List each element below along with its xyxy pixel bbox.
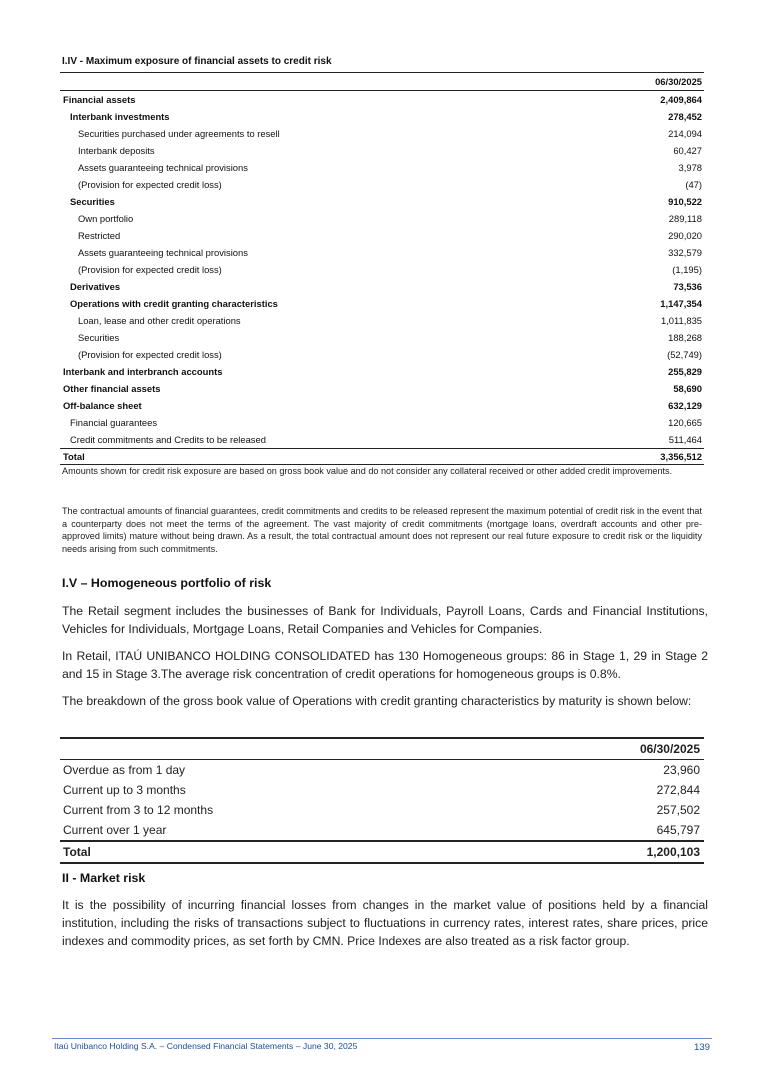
row-value: 272,844: [656, 783, 700, 797]
row-label: Securities purchased under agreements to resell: [78, 128, 280, 139]
table-row: [60, 227, 704, 244]
row-label: Overdue as from 1 day: [63, 763, 186, 777]
exposure-table-title: I.IV - Maximum exposure of financial assets to credit risk: [62, 56, 332, 67]
row-value: 910,522: [668, 196, 702, 207]
row-value: (1,195): [672, 264, 702, 275]
table-row: [60, 760, 704, 781]
row-value: 60,427: [673, 145, 702, 156]
row-label: Current over 1 year: [63, 823, 167, 837]
row-label: Derivatives: [70, 281, 121, 292]
exposure-note-2: The contractual amounts of financial guarantees, credit commitments and credits to be released represent the maximum potential of credit risk in the event that a counterparty does not meet the terms of the agreement. The vast majority of credit commitments (mortgage loans, overdraft accounts and other pre-approved limits) mature without being drawn. As a result, the total contractual amount does not represent our real future exposure to credit risk or the liquidity needs arising from such commitments.: [62, 506, 702, 554]
maturity-intro-paragraph: The breakdown of the gross book value of Operations with credit granting characteristics by maturity is shown below:: [62, 694, 692, 708]
table-row: [60, 159, 704, 176]
row-value: 1,147,354: [660, 298, 702, 309]
row-label: Restricted: [78, 230, 121, 241]
row-value: 332,579: [668, 247, 702, 258]
table-row: [60, 108, 704, 125]
row-label: Financial assets: [63, 94, 136, 105]
table-row: [60, 295, 704, 312]
table-row: [60, 329, 704, 346]
row-value: 73,536: [673, 281, 702, 292]
table-total-row: [60, 841, 704, 863]
row-value: 632,129: [668, 400, 702, 411]
table-row: [60, 380, 704, 397]
table-row: [60, 820, 704, 841]
table-row: [60, 397, 704, 414]
row-value: 2,409,864: [660, 94, 702, 105]
row-label: Current from 3 to 12 months: [63, 803, 214, 817]
market-risk-heading: II - Market risk: [62, 871, 146, 885]
table-row: [60, 414, 704, 431]
exposure-note-1: Amounts shown for credit risk exposure are based on gross book value and do not consider any collateral received or other added credit improvements.: [62, 466, 673, 476]
row-value: 214,094: [668, 128, 702, 139]
row-value: 278,452: [668, 111, 702, 122]
footer-text: Itaú Unibanco Holding S.A. – Condensed Financial Statements – June 30, 2025: [54, 1041, 358, 1051]
table-row: [60, 210, 704, 227]
market-risk-paragraph: It is the possibility of incurring financial losses from changes in the market value of positions held by a financial institution, including the risks of transactions subject to fluctuations in currency rates, interest rates, share prices, price indexes and commodity prices, as set forth by CMN. Price Indexes are also treated as a risk factor group.: [62, 898, 708, 948]
row-label: Other financial assets: [63, 383, 161, 394]
page-number: 139: [693, 1042, 710, 1053]
table-row: [60, 244, 704, 261]
credit-exposure-table: [60, 72, 704, 465]
homogeneous-portfolio-heading: I.V – Homogeneous portfolio of risk: [62, 576, 272, 590]
maturity-table: [60, 737, 704, 864]
table-row: [60, 800, 704, 820]
total-label: Total: [60, 449, 587, 465]
row-label: Assets guaranteeing technical provisions: [78, 162, 248, 173]
table-header-row: [60, 738, 704, 760]
row-label: Operations with credit granting characteristics: [70, 298, 278, 309]
row-value: 255,829: [668, 366, 702, 377]
row-label: Interbank investments: [70, 111, 170, 122]
table-row: [60, 780, 704, 800]
row-label: Interbank and interbranch accounts: [63, 366, 223, 377]
table-row: [60, 431, 704, 449]
table-row: [60, 278, 704, 295]
row-value: 257,502: [656, 803, 700, 817]
table-row: [60, 125, 704, 142]
row-label: Credit commitments and Credits to be released: [70, 434, 266, 445]
row-value: (47): [685, 179, 702, 190]
row-value: 290,020: [668, 230, 702, 241]
row-label: Securities: [78, 332, 120, 343]
row-value: 645,797: [656, 823, 700, 837]
footer-rule: [52, 1038, 712, 1039]
row-label: Interbank deposits: [78, 145, 155, 156]
row-value: 3,978: [678, 162, 702, 173]
row-label: Assets guaranteeing technical provisions: [78, 247, 248, 258]
row-label: Own portfolio: [78, 213, 134, 224]
row-label: (Provision for expected credit loss): [78, 349, 222, 360]
row-label: (Provision for expected credit loss): [78, 264, 222, 275]
row-label: Off-balance sheet: [63, 400, 142, 411]
row-label: Securities: [70, 196, 115, 207]
table-total-row: [60, 449, 704, 465]
row-value: (52,749): [667, 349, 702, 360]
table-row: [60, 261, 704, 278]
row-value: 511,464: [668, 434, 702, 445]
row-value: 188,268: [668, 332, 702, 343]
table-row: [60, 312, 704, 329]
row-label: Loan, lease and other credit operations: [78, 315, 241, 326]
total-label: Total: [60, 841, 514, 863]
row-value: 120,665: [668, 417, 702, 428]
row-value: 58,690: [673, 383, 702, 394]
column-header-date: 06/30/2025: [514, 738, 704, 760]
row-label: Current up to 3 months: [63, 783, 186, 797]
table-row: [60, 142, 704, 159]
retail-segment-paragraph: The Retail segment includes the businesses of Bank for Individuals, Payroll Loans, Cards and Financial Institutions, Vehicles for Individuals, Mortgage Loans, Retail Companies and Vehicles for Companies.: [62, 604, 708, 636]
table-row: [60, 193, 704, 210]
row-label: (Provision for expected credit loss): [78, 179, 222, 190]
retail-groups-paragraph: In Retail, ITAÚ UNIBANCO HOLDING CONSOLIDATED has 130 Homogeneous groups: 86 in Stage 1, 29 in Stage 2 and 15 in Stage 3.The average risk concentration of credit operations for homogeneous groups is 0.8%.: [62, 649, 708, 681]
row-label: Financial guarantees: [70, 417, 158, 428]
table-header-row: [60, 73, 704, 91]
row-value: 1,011,835: [660, 315, 702, 326]
table-row: [60, 346, 704, 363]
total-value: 3,356,512: [587, 449, 704, 465]
table-row: [60, 176, 704, 193]
row-value: 23,960: [663, 763, 700, 777]
total-value: 1,200,103: [514, 841, 704, 863]
row-value: 289,118: [668, 213, 702, 224]
table-row: [60, 363, 704, 380]
column-header-date: 06/30/2025: [587, 73, 704, 91]
table-row: [60, 91, 704, 109]
